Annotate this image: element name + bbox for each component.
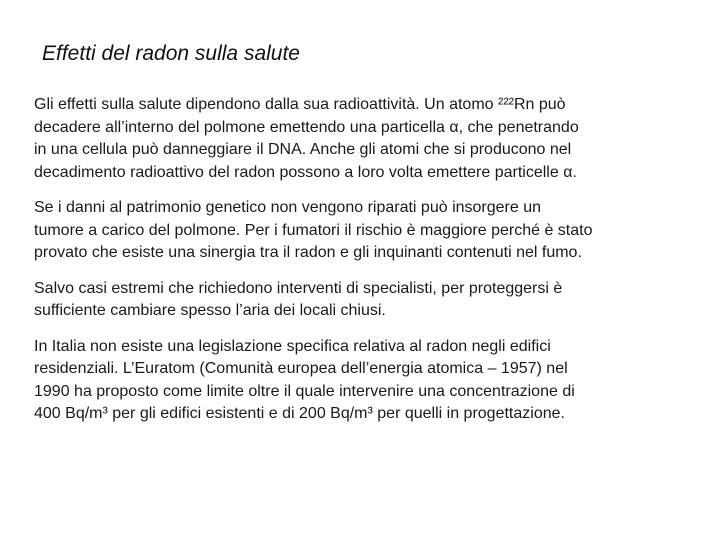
- text-line: 400 Bq/m³ per gli edifici esistenti e di 200 Bq/m³ per quelli in progettazione.: [34, 405, 565, 422]
- text-line: Gli effetti sulla salute dipendono dalla sua radioattività. Un atomo ²²²Rn può: [34, 96, 566, 113]
- text-line: Se i danni al patrimonio genetico non vengono riparati può insorgere un: [34, 199, 542, 216]
- text-line: sufficiente cambiare spesso l’aria dei locali chiusi.: [34, 302, 386, 319]
- text-line: Salvo casi estremi che richiedono interventi di specialisti, per proteggersi è: [34, 279, 563, 297]
- text-line: In Italia non esiste una legislazione specifica relativa al radon negli edifici: [34, 337, 551, 355]
- text-line: residenziali. L’Euratom (Comunità europea dell’energia atomica – 1957) nel: [34, 360, 568, 377]
- slide-body: [34, 94, 696, 439]
- text-line: provato che esiste una sinergia tra il radon e gli inquinanti contenuti nel fumo.: [34, 244, 582, 261]
- text-line: decadere all’interno del polmone emettendo una particella α, che penetrando: [34, 118, 579, 136]
- text-line: in una cellula può danneggiare il DNA. Anche gli atomi che si producono nel: [34, 141, 572, 158]
- paragraph-health-effects: [34, 94, 696, 184]
- paragraph-protection: [34, 278, 696, 323]
- text-line: tumore a carico del polmone. Per i fumatori il rischio è maggiore perché è stato: [34, 221, 593, 239]
- paragraph-genetic-damage: [34, 197, 696, 265]
- paragraph-legislation: [34, 336, 696, 426]
- text-line: decadimento radioattivo del radon possono a loro volta emettere particelle α.: [34, 163, 577, 181]
- text-line: 1990 ha proposto come limite oltre il quale intervenire una concentrazione di: [34, 382, 575, 400]
- slide-title: Effetti del radon sulla salute: [42, 42, 300, 65]
